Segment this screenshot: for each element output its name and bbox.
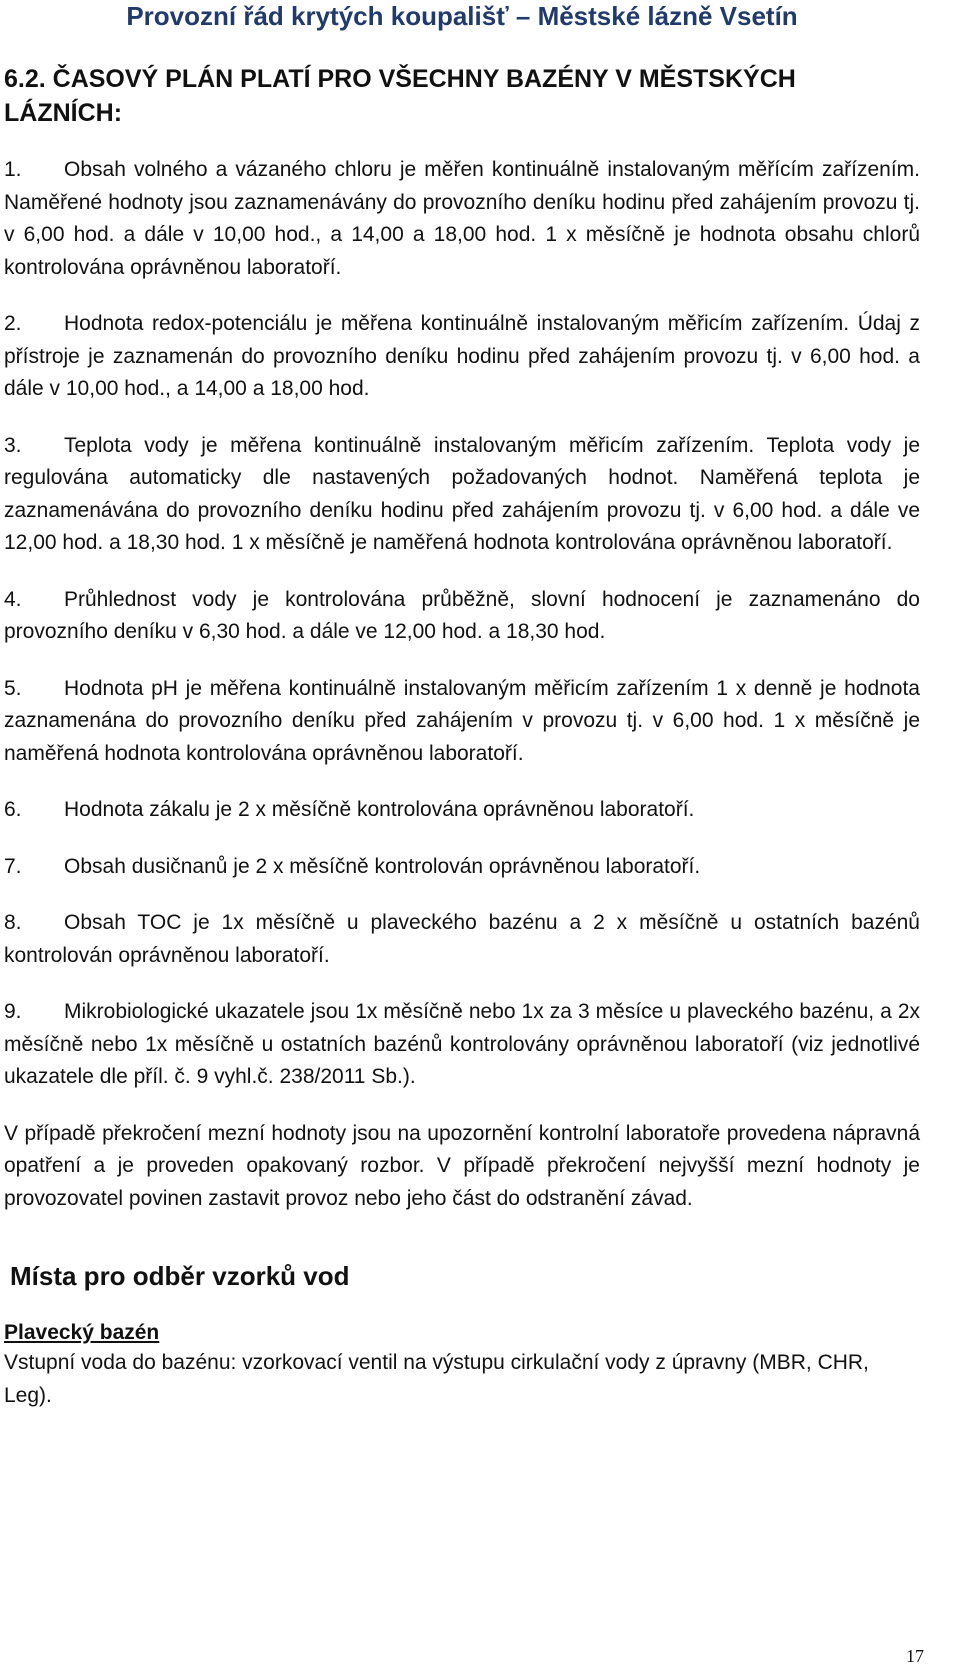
- list-item: [4, 673, 920, 771]
- list-item: [4, 996, 920, 1094]
- section-heading: 6.2. ČASOVÝ PLÁN PLATÍ PRO VŠECHNY BAZÉNY V MĚSTSKÝCH LÁZNÍCH:: [4, 65, 796, 127]
- item-number: 8.: [4, 911, 22, 934]
- item-text: Hodnota redox-potenciálu je měřena kontinuálně instalovaným měřicím zařízením. Údaj z přístroje je zaznamenán do provozního deníku hodinu před zahájením provozu tj. v 6,00 hod. a dále v 10,00 hod., a 14,00 a 18,00 hod.: [4, 312, 920, 400]
- item-text: Průhlednost vody je kontrolována průběžně, slovní hodnocení je zaznamenáno do provozního deníku v 6,30 hod. a dále ve 12,00 hod. a 18,30 hod.: [4, 587, 920, 643]
- pool-sampling-text: Vstupní voda do bazénu: vzorkovací ventil na výstupu cirkulační vody z úpravny (MBR, CHR, Leg).: [4, 1351, 869, 1407]
- list-item: [4, 851, 920, 884]
- item-number: 4.: [4, 587, 22, 611]
- measurement-list: [4, 154, 920, 1094]
- page-header-title: Provozní řád krytých koupališť – Městské lázně Vsetín: [126, 1, 798, 31]
- item-text: Teplota vody je měřena kontinuálně instalovaným měřicím zařízením. Teplota vody je regulována automaticky dle nastavených požadovaných hodnot. Naměřená teplota je zaznamenávána do provozního deníku hodinu před zahájením provozu tj. v 6,00 hod. a dále ve 12,00 hod. a 18,30 hod. 1 x měsíčně je naměřená hodnota kontrolována oprávněnou laboratoří.: [4, 433, 920, 554]
- list-item: [4, 794, 920, 827]
- item-text: Hodnota pH je měřena kontinuálně instalovaným měřicím zařízením 1 x denně je hodnota zaznamenána do provozního deníku před zahájením v provozu tj. v 6,00 hod. 1 x měsíčně je naměřená hodnota kontrolována oprávněnou laboratoří.: [4, 676, 920, 765]
- list-item: [4, 308, 920, 406]
- sampling-title: Místa pro odběr vzorků vod: [10, 1261, 350, 1291]
- item-number: 7.: [4, 854, 22, 878]
- list-item: [4, 584, 920, 649]
- item-number: 1.: [4, 158, 22, 181]
- item-number: 9.: [4, 1000, 22, 1023]
- list-item: [4, 154, 920, 284]
- item-number: 3.: [4, 433, 22, 457]
- item-number: 2.: [4, 312, 22, 335]
- item-number: 6.: [4, 798, 22, 821]
- item-text: Obsah TOC je 1x měsíčně u plaveckého bazénu a 2 x měsíčně u ostatních bazénů kontrolován oprávněnou laboratoří.: [4, 911, 920, 967]
- item-text: Obsah dusičnanů je 2 x měsíčně kontrolován oprávněnou laboratoří.: [64, 854, 701, 878]
- list-item: [4, 907, 920, 972]
- item-text: Hodnota zákalu je 2 x měsíčně kontrolována oprávněnou laboratoří.: [64, 798, 695, 821]
- item-number: 5.: [4, 676, 22, 700]
- item-text: Obsah volného a vázaného chloru je měřen kontinuálně instalovaným měřícím zařízením. Naměřené hodnoty jsou zaznamenávány do provozního deníku hodinu před zahájením provozu tj. v 6,00 hod. a dále v 10,00 hod., a 14,00 a 18,00 hod. 1 x měsíčně je hodnota obsahu chlorů kontrolována oprávněnou laboratoří.: [4, 158, 920, 279]
- pool-subheading: Plavecký bazén: [4, 1321, 160, 1344]
- item-text: Mikrobiologické ukazatele jsou 1x měsíčně nebo 1x za 3 měsíce u plaveckého bazénu, a 2x měsíčně nebo 1x měsíčně u ostatních bazénů kontrolovány oprávněnou laboratoří (viz jednotlivé ukazatele dle příl. č. 9 vyhl.č. 238/2011 Sb.).: [4, 1000, 920, 1088]
- list-item: [4, 430, 920, 560]
- exceedance-note: V případě překročení mezní hodnoty jsou na upozornění kontrolní laboratoře provedena nápravná opatření a je proveden opakovaný rozbor. V případě překročení nejvyšší mezní hodnoty je provozovatel povinen zastavit provoz nebo jeho část do odstranění závad.: [4, 1121, 920, 1210]
- page-number: 17: [906, 1646, 924, 1666]
